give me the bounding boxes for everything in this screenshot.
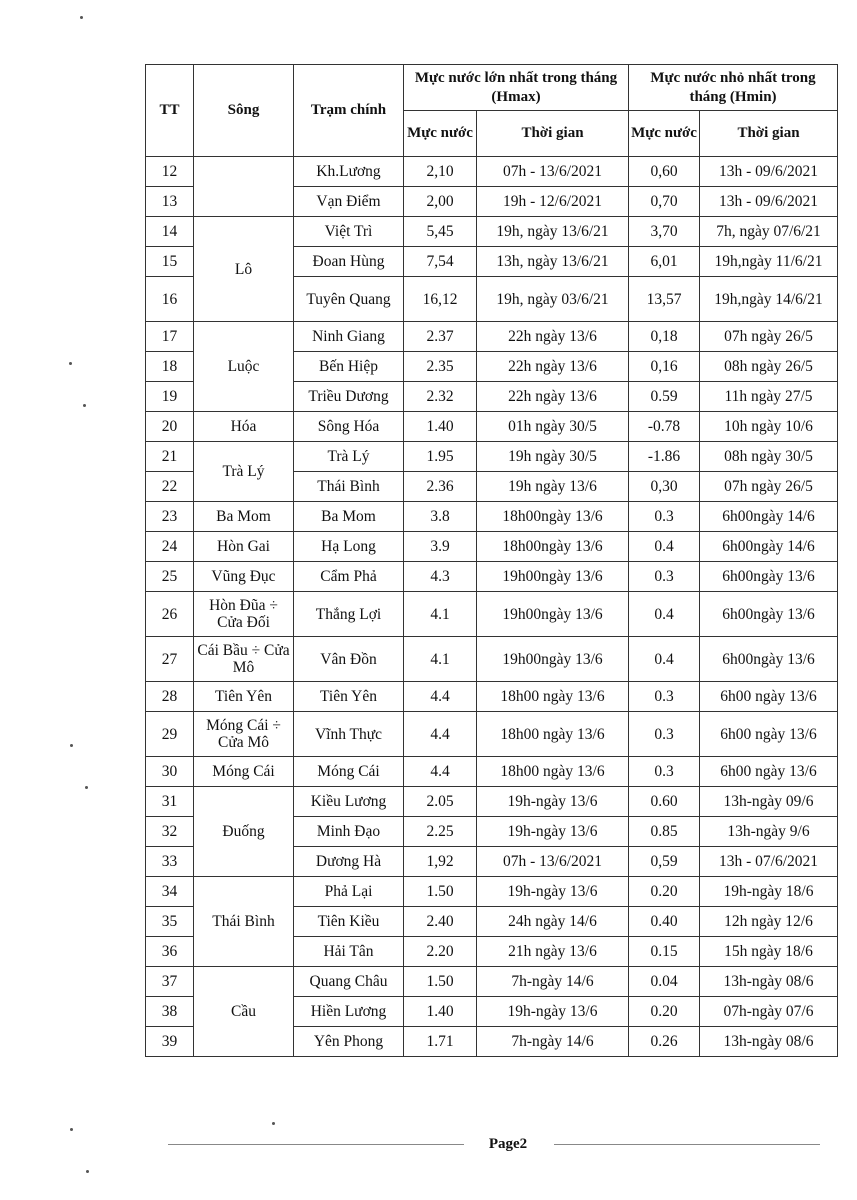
tt-cell: 28	[146, 682, 194, 712]
water-level-table	[145, 64, 838, 1057]
station-cell: Thắng Lợi	[294, 592, 404, 637]
hmin-level-cell: 6,01	[629, 247, 700, 277]
station-cell: Hiền Lương	[294, 997, 404, 1027]
hmin-level-cell: -1.86	[629, 442, 700, 472]
hmin-level-cell: 0.4	[629, 592, 700, 637]
hmax-level-cell: 2.40	[404, 907, 477, 937]
table-row	[146, 412, 838, 442]
hmax-time-cell: 7h-ngày 14/6	[477, 1027, 629, 1057]
station-cell: Trà Lý	[294, 442, 404, 472]
hmax-time-cell: 19h-ngày 13/6	[477, 817, 629, 847]
tt-cell: 12	[146, 157, 194, 187]
hmax-time-cell: 22h ngày 13/6	[477, 382, 629, 412]
station-cell: Việt Trì	[294, 217, 404, 247]
hmax-level-cell: 2.32	[404, 382, 477, 412]
hmax-time-cell: 19h-ngày 13/6	[477, 787, 629, 817]
hmin-time-cell: 07h ngày 26/5	[700, 472, 838, 502]
hmax-time-cell: 19h00ngày 13/6	[477, 592, 629, 637]
hmin-time-cell: 10h ngày 10/6	[700, 412, 838, 442]
hmin-time-cell: 13h-ngày 08/6	[700, 1027, 838, 1057]
hmax-level-cell: 16,12	[404, 277, 477, 322]
station-cell: Dương Hà	[294, 847, 404, 877]
hmax-level-cell: 2.35	[404, 352, 477, 382]
hmin-time-cell: 19h,ngày 11/6/21	[700, 247, 838, 277]
hmin-time-cell: 6h00ngày 13/6	[700, 637, 838, 682]
table-row	[146, 967, 838, 997]
station-cell: Thái Bình	[294, 472, 404, 502]
hmax-time-cell: 22h ngày 13/6	[477, 322, 629, 352]
header-hmax-level: Mực nước	[404, 111, 477, 157]
hmax-time-cell: 18h00 ngày 13/6	[477, 682, 629, 712]
hmin-level-cell: 0.4	[629, 532, 700, 562]
hmin-level-cell: -0.78	[629, 412, 700, 442]
scan-speck	[69, 362, 72, 365]
table-row	[146, 712, 838, 757]
station-cell: Tiên Yên	[294, 682, 404, 712]
table-row	[146, 757, 838, 787]
station-cell: Triều Dương	[294, 382, 404, 412]
footer-rule-right	[554, 1144, 820, 1145]
table-row	[146, 787, 838, 817]
hmin-level-cell: 0,59	[629, 847, 700, 877]
station-cell: Quang Châu	[294, 967, 404, 997]
river-cell: Đuống	[194, 787, 294, 877]
hmax-time-cell: 07h - 13/6/2021	[477, 157, 629, 187]
header-hmax: Mực nước lớn nhất trong tháng (Hmax)	[404, 65, 629, 111]
hmin-time-cell: 19h,ngày 14/6/21	[700, 277, 838, 322]
river-cell: Tiên Yên	[194, 682, 294, 712]
hmin-time-cell: 13h-ngày 9/6	[700, 817, 838, 847]
station-cell: Hạ Long	[294, 532, 404, 562]
hmin-level-cell: 0.40	[629, 907, 700, 937]
tt-cell: 22	[146, 472, 194, 502]
hmax-level-cell: 1.40	[404, 997, 477, 1027]
table-row	[146, 562, 838, 592]
station-cell: Minh Đạo	[294, 817, 404, 847]
hmin-level-cell: 0,70	[629, 187, 700, 217]
tt-cell: 24	[146, 532, 194, 562]
hmin-time-cell: 07h ngày 26/5	[700, 322, 838, 352]
hmax-time-cell: 18h00ngày 13/6	[477, 502, 629, 532]
hmax-level-cell: 4.4	[404, 682, 477, 712]
tt-cell: 26	[146, 592, 194, 637]
table-row	[146, 217, 838, 247]
station-cell: Kh.Lương	[294, 157, 404, 187]
hmin-level-cell: 0,16	[629, 352, 700, 382]
hmax-time-cell: 18h00 ngày 13/6	[477, 712, 629, 757]
hmin-time-cell: 08h ngày 26/5	[700, 352, 838, 382]
header-hmin-level: Mực nước	[629, 111, 700, 157]
tt-cell: 21	[146, 442, 194, 472]
scan-speck	[272, 1122, 275, 1125]
tt-cell: 29	[146, 712, 194, 757]
hmax-time-cell: 01h ngày 30/5	[477, 412, 629, 442]
tt-cell: 39	[146, 1027, 194, 1057]
scan-speck	[85, 786, 88, 789]
hmin-time-cell: 7h, ngày 07/6/21	[700, 217, 838, 247]
river-cell: Thái Bình	[194, 877, 294, 967]
station-cell: Phả Lại	[294, 877, 404, 907]
tt-cell: 27	[146, 637, 194, 682]
hmin-time-cell: 13h - 09/6/2021	[700, 157, 838, 187]
scan-speck	[83, 404, 86, 407]
header-hmin-time: Thời gian	[700, 111, 838, 157]
hmax-time-cell: 19h-ngày 13/6	[477, 997, 629, 1027]
hmax-time-cell: 19h-ngày 13/6	[477, 877, 629, 907]
tt-cell: 30	[146, 757, 194, 787]
hmax-time-cell: 07h - 13/6/2021	[477, 847, 629, 877]
scan-speck	[80, 16, 83, 19]
hmax-level-cell: 2.36	[404, 472, 477, 502]
tt-cell: 33	[146, 847, 194, 877]
river-cell: Luộc	[194, 322, 294, 412]
tt-cell: 19	[146, 382, 194, 412]
page-footer	[168, 1136, 820, 1156]
tt-cell: 31	[146, 787, 194, 817]
hmin-level-cell: 0.60	[629, 787, 700, 817]
tt-cell: 15	[146, 247, 194, 277]
hmax-level-cell: 2,00	[404, 187, 477, 217]
hmin-level-cell: 0.3	[629, 562, 700, 592]
hmax-level-cell: 1.50	[404, 967, 477, 997]
hmax-level-cell: 1,92	[404, 847, 477, 877]
hmax-level-cell: 2.20	[404, 937, 477, 967]
hmax-level-cell: 2.05	[404, 787, 477, 817]
hmin-level-cell: 0.59	[629, 382, 700, 412]
tt-cell: 13	[146, 187, 194, 217]
hmax-level-cell: 1.40	[404, 412, 477, 442]
hmin-level-cell: 0,18	[629, 322, 700, 352]
station-cell: Bến Hiệp	[294, 352, 404, 382]
hmax-level-cell: 4.4	[404, 757, 477, 787]
station-cell: Móng Cái	[294, 757, 404, 787]
tt-cell: 36	[146, 937, 194, 967]
river-cell: Hòn Gai	[194, 532, 294, 562]
table-row	[146, 322, 838, 352]
station-cell: Vĩnh Thực	[294, 712, 404, 757]
hmin-time-cell: 13h-ngày 08/6	[700, 967, 838, 997]
station-cell: Yên Phong	[294, 1027, 404, 1057]
station-cell: Đoan Hùng	[294, 247, 404, 277]
hmax-level-cell: 1.50	[404, 877, 477, 907]
river-cell: Lô	[194, 217, 294, 322]
hmax-time-cell: 19h ngày 13/6	[477, 472, 629, 502]
hmin-level-cell: 0.3	[629, 682, 700, 712]
hmax-level-cell: 1.71	[404, 1027, 477, 1057]
hmax-level-cell: 5,45	[404, 217, 477, 247]
hmax-time-cell: 19h, ngày 13/6/21	[477, 217, 629, 247]
hmin-level-cell: 0,60	[629, 157, 700, 187]
river-cell: Vũng Đục	[194, 562, 294, 592]
hmin-time-cell: 6h00ngày 14/6	[700, 532, 838, 562]
hmax-level-cell: 2.37	[404, 322, 477, 352]
header-hmax-time: Thời gian	[477, 111, 629, 157]
hmax-level-cell: 4.1	[404, 637, 477, 682]
hmax-time-cell: 18h00ngày 13/6	[477, 532, 629, 562]
hmin-level-cell: 0.15	[629, 937, 700, 967]
hmin-level-cell: 0.20	[629, 877, 700, 907]
tt-cell: 23	[146, 502, 194, 532]
tt-cell: 18	[146, 352, 194, 382]
station-cell: Cẩm Phả	[294, 562, 404, 592]
river-cell	[194, 157, 294, 217]
station-cell: Kiều Lương	[294, 787, 404, 817]
hmax-time-cell: 24h ngày 14/6	[477, 907, 629, 937]
hmax-level-cell: 4.4	[404, 712, 477, 757]
hmax-time-cell: 18h00 ngày 13/6	[477, 757, 629, 787]
hmin-level-cell: 0.20	[629, 997, 700, 1027]
station-cell: Tuyên Quang	[294, 277, 404, 322]
station-cell: Vạn Điểm	[294, 187, 404, 217]
table-row	[146, 637, 838, 682]
river-cell: Móng Cái ÷ Cửa Mô	[194, 712, 294, 757]
hmin-level-cell: 0.26	[629, 1027, 700, 1057]
hmin-level-cell: 0,30	[629, 472, 700, 502]
hmax-level-cell: 2.25	[404, 817, 477, 847]
hmin-time-cell: 07h-ngày 07/6	[700, 997, 838, 1027]
hmin-time-cell: 12h ngày 12/6	[700, 907, 838, 937]
hmax-level-cell: 3.9	[404, 532, 477, 562]
hmin-time-cell: 19h-ngày 18/6	[700, 877, 838, 907]
hmax-time-cell: 22h ngày 13/6	[477, 352, 629, 382]
hmin-level-cell: 0.4	[629, 637, 700, 682]
tt-cell: 35	[146, 907, 194, 937]
river-cell: Ba Mom	[194, 502, 294, 532]
page-number: Page2	[488, 1136, 528, 1152]
table-row	[146, 532, 838, 562]
hmax-level-cell: 1.95	[404, 442, 477, 472]
station-cell: Ba Mom	[294, 502, 404, 532]
header-hmin: Mực nước nhỏ nhất trong tháng (Hmin)	[629, 65, 838, 111]
hmax-level-cell: 4.1	[404, 592, 477, 637]
station-cell: Ninh Giang	[294, 322, 404, 352]
hmin-time-cell: 6h00 ngày 13/6	[700, 712, 838, 757]
hmin-time-cell: 13h - 07/6/2021	[700, 847, 838, 877]
tt-cell: 34	[146, 877, 194, 907]
station-cell: Hải Tân	[294, 937, 404, 967]
hmin-level-cell: 0.85	[629, 817, 700, 847]
hmin-time-cell: 6h00 ngày 13/6	[700, 682, 838, 712]
river-cell: Hóa	[194, 412, 294, 442]
tt-cell: 37	[146, 967, 194, 997]
hmax-time-cell: 13h, ngày 13/6/21	[477, 247, 629, 277]
station-cell: Tiên Kiều	[294, 907, 404, 937]
footer-rule-left	[168, 1144, 464, 1145]
hmin-level-cell: 13,57	[629, 277, 700, 322]
tt-cell: 14	[146, 217, 194, 247]
hmin-time-cell: 13h - 09/6/2021	[700, 187, 838, 217]
hmax-time-cell: 19h00ngày 13/6	[477, 637, 629, 682]
table-row	[146, 502, 838, 532]
table-row	[146, 442, 838, 472]
table-row	[146, 682, 838, 712]
tt-cell: 32	[146, 817, 194, 847]
hmax-level-cell: 3.8	[404, 502, 477, 532]
hmax-time-cell: 19h, ngày 03/6/21	[477, 277, 629, 322]
hmin-time-cell: 13h-ngày 09/6	[700, 787, 838, 817]
hmin-time-cell: 6h00ngày 13/6	[700, 592, 838, 637]
table-row	[146, 157, 838, 187]
river-cell: Cái Bầu ÷ Cửa Mô	[194, 637, 294, 682]
header-tram: Trạm chính	[294, 65, 404, 157]
river-cell: Cầu	[194, 967, 294, 1057]
hmax-time-cell: 19h - 12/6/2021	[477, 187, 629, 217]
hmax-time-cell: 19h ngày 30/5	[477, 442, 629, 472]
tt-cell: 25	[146, 562, 194, 592]
scan-speck	[70, 744, 73, 747]
hmin-level-cell: 0.3	[629, 502, 700, 532]
table-body	[146, 157, 838, 1057]
tt-cell: 16	[146, 277, 194, 322]
river-cell: Trà Lý	[194, 442, 294, 502]
hmin-time-cell: 6h00ngày 13/6	[700, 562, 838, 592]
hmin-level-cell: 0.04	[629, 967, 700, 997]
header-song: Sông	[194, 65, 294, 157]
hmax-time-cell: 21h ngày 13/6	[477, 937, 629, 967]
hmin-time-cell: 08h ngày 30/5	[700, 442, 838, 472]
hmin-level-cell: 3,70	[629, 217, 700, 247]
hmax-level-cell: 7,54	[404, 247, 477, 277]
river-cell: Móng Cái	[194, 757, 294, 787]
hmax-level-cell: 2,10	[404, 157, 477, 187]
table-row	[146, 877, 838, 907]
river-cell: Hòn Đũa ÷ Cửa Đối	[194, 592, 294, 637]
table-row	[146, 592, 838, 637]
hmin-time-cell: 15h ngày 18/6	[700, 937, 838, 967]
scan-speck	[86, 1170, 89, 1173]
scan-speck	[70, 1128, 73, 1131]
header-tt: TT	[146, 65, 194, 157]
hmax-level-cell: 4.3	[404, 562, 477, 592]
tt-cell: 20	[146, 412, 194, 442]
station-cell: Vân Đồn	[294, 637, 404, 682]
hmin-time-cell: 11h ngày 27/5	[700, 382, 838, 412]
hmin-level-cell: 0.3	[629, 712, 700, 757]
hmin-time-cell: 6h00ngày 14/6	[700, 502, 838, 532]
tt-cell: 17	[146, 322, 194, 352]
tt-cell: 38	[146, 997, 194, 1027]
hmax-time-cell: 19h00ngày 13/6	[477, 562, 629, 592]
hmin-time-cell: 6h00 ngày 13/6	[700, 757, 838, 787]
hmin-level-cell: 0.3	[629, 757, 700, 787]
station-cell: Sông Hóa	[294, 412, 404, 442]
hmax-time-cell: 7h-ngày 14/6	[477, 967, 629, 997]
